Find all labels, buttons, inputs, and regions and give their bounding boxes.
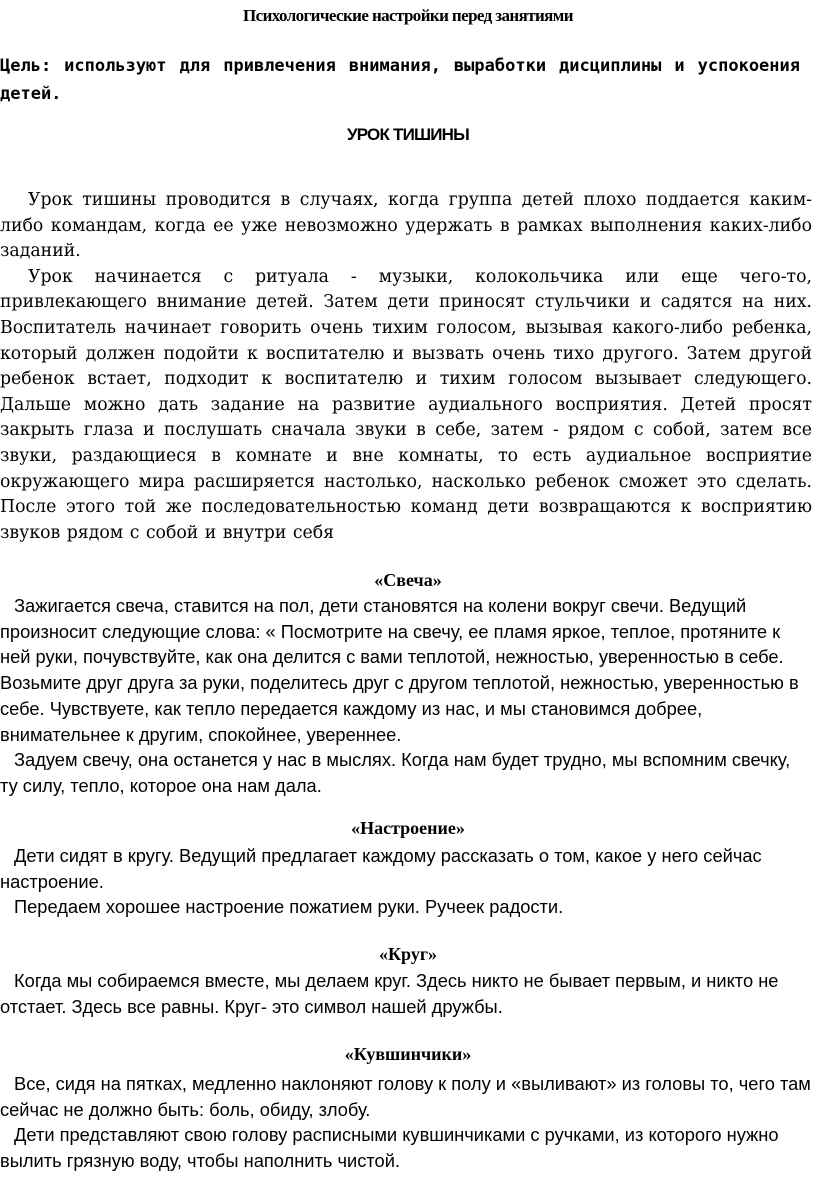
section-heading-silence-lesson: УРОК ТИШИНЫ	[346, 125, 470, 144]
section-body-silence-lesson	[0, 188, 812, 546]
section-heading-jugs: «Кувшинчики»	[344, 1044, 472, 1064]
paragraph: Все, сидя на пятках, медленно наклоняют голову к полу и «выливают» из головы то, чего там сейчас не должно быть: боль, обиду, злобу.	[0, 1073, 811, 1120]
section-body-circle	[0, 968, 812, 1019]
paragraph: Урок тишины проводится в случаях, когда группа детей плохо поддается каким-либо командам, когда ее уже невозможно удержать в рамках выполнения каких-либо заданий.	[0, 190, 812, 262]
paragraph: Задуем свечу, она останется у нас в мыслях. Когда нам будет трудно, мы вспомним свечку, ту силу, тепло, которое она нам дала.	[0, 749, 791, 796]
section-body-jugs	[0, 1071, 812, 1174]
section-heading-mood: «Настроение»	[351, 818, 465, 838]
section-body-candle	[0, 593, 812, 799]
section-body-mood	[0, 843, 812, 920]
goal-statement: Цель: используют для привлечения внимания, выработки дисциплины и успокоения детей.	[0, 56, 800, 104]
paragraph: Зажигается свеча, ставится на пол, дети становятся на колени вокруг свечи. Ведущий произносит следующие слова: « Посмотрите на свечу, ее пламя яркое, теплое, протяните к ней руки, почувствуйте, как она делится с вами теплотой, нежностью, уверенностью в себе. Возьмите друг друга за руки, поделитесь друг с другом теплотой, нежностью, уверенностью в себе. Чувствуете, как тепло передается каждому из нас, и мы становимся добрее, внимательнее к другим, спокойнее, увереннее.	[0, 595, 799, 745]
section-heading-circle: «Круг»	[379, 944, 437, 964]
paragraph: Дети представляют свою голову расписными кувшинчиками с ручками, из которого нужно вылить грязную воду, чтобы наполнить чистой.	[0, 1124, 779, 1172]
section-heading-candle: «Свеча»	[374, 570, 442, 590]
paragraph: Урок начинается с ритуала - музыки, колокольчика или еще чего-то, привлекающего внимание детей. Затем дети приносят стульчики и садятся на них. Воспитатель начинает говорить очень тихим голосом, вызывая какого-либо ребенка, который должен подойти к воспитателю и вызвать очень тихо другого. Затем другой ребенок встает, подходит к воспитателю и тихим голосом вызывает следующего. Дальше можно дать задание на развитие аудиального восприятия. Детей просят закрыть глаза и послушать сначала звуки в себе, затем - рядом с собой, затем все звуки, раздающиеся в комнате и вне комнаты, то есть аудиальное восприятие окружающего мира расширяется настолько, насколько ребенок сможет это сделать. После этого той же последовательностью команд дети возвращаются к восприятию звуков рядом с собой и внутри себя	[0, 266, 812, 543]
paragraph: Когда мы собираемся вместе, мы делаем круг. Здесь никто не бывает первым, и никто не отстает. Здесь все равны. Круг- это символ нашей дружбы.	[0, 970, 779, 1017]
document-title: Психологические настройки перед занятиями	[243, 6, 573, 25]
paragraph: Дети сидят в кругу. Ведущий предлагает каждому рассказать о том, какое у него сейчас настроение.	[0, 845, 762, 892]
paragraph: Передаем хорошее настроение пожатием руки. Ручеек радости.	[14, 896, 564, 918]
